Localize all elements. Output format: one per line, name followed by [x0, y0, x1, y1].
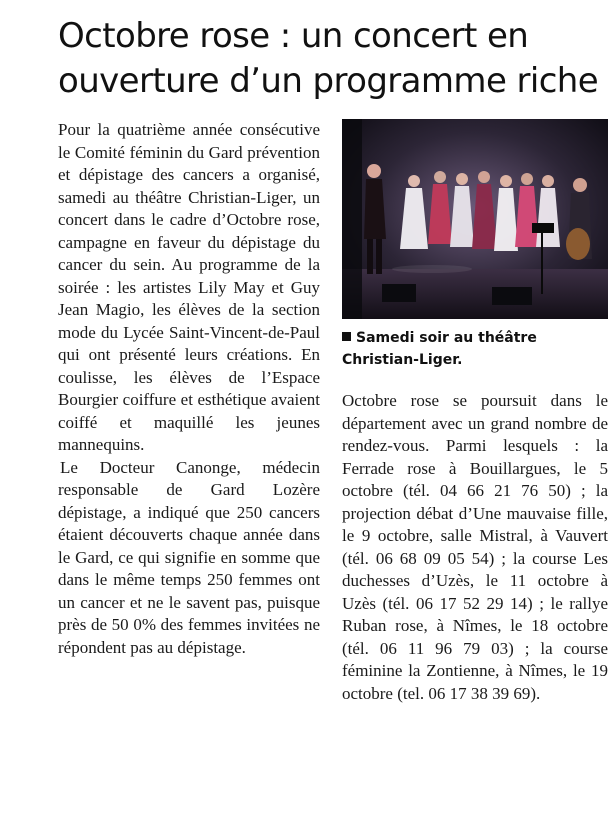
- article-title: Octobre rose : un concert en ouverture d’un programme riche: [58, 16, 599, 101]
- body-paragraph-2: Le Docteur Canonge, médecin responsable de Gard Lozère dépistage, a indiqué que 250 cancers étaient découverts chaque année dans le Gard, ce qui signifie en somme que dans le même temps 250 femmes ont un cancer et ne le savent pas, puisque près de 50 0% des femmes invitées ne répondent pas au dépistage.: [58, 457, 320, 657]
- caption-bullet-icon: [342, 332, 351, 341]
- right-column: [342, 390, 608, 705]
- photo-caption: [342, 327, 608, 371]
- concert-photo: [342, 119, 608, 319]
- photo-caption-text: Samedi soir au théâtre Christian-Liger.: [342, 330, 537, 368]
- body-paragraph-1: Pour la quatrième année consécutive le Comité féminin du Gard prévention et dépistage des cancers a organisé, samedi au théâtre Christian-Liger, un concert dans le cadre d’Octobre rose, campagne en faveur du dépistage du cancer du sein. Au programme de la soirée : les artistes Lily May et Guy Jean Magio, les élèves de la section mode du Lycée Saint-Vincent-de-Paul qui ont présenté leurs créations. En coulisse, les élèves de l’Espace Bourgier coiffure et esthétique avaient coiffé et maquillé les jeunes mannequins.: [58, 120, 320, 454]
- left-column: [58, 119, 320, 659]
- events-paragraph: Octobre rose se poursuit dans le département avec un grand nombre de rendez-vous. Parmi lesquels : la Ferrade rose à Bouillargues, le 5 octobre (tél. 04 66 21 76 50) ; la projection débat d’Une mauvaise fille, le 9 octobre, salle Mistral, à Vauvert (tél. 06 68 09 05 54) ; la course Les duchesses d’Uzès, le 11 octobre à Uzès (tél. 06 17 52 29 14) ; le rallye Ruban rose, à Nîmes, le 18 octobre (tél. 06 11 96 79 03) ; la course féminine la Zontienne, à Nîmes, le 19 octobre (tel. 06 17 38 39 69).: [342, 391, 608, 703]
